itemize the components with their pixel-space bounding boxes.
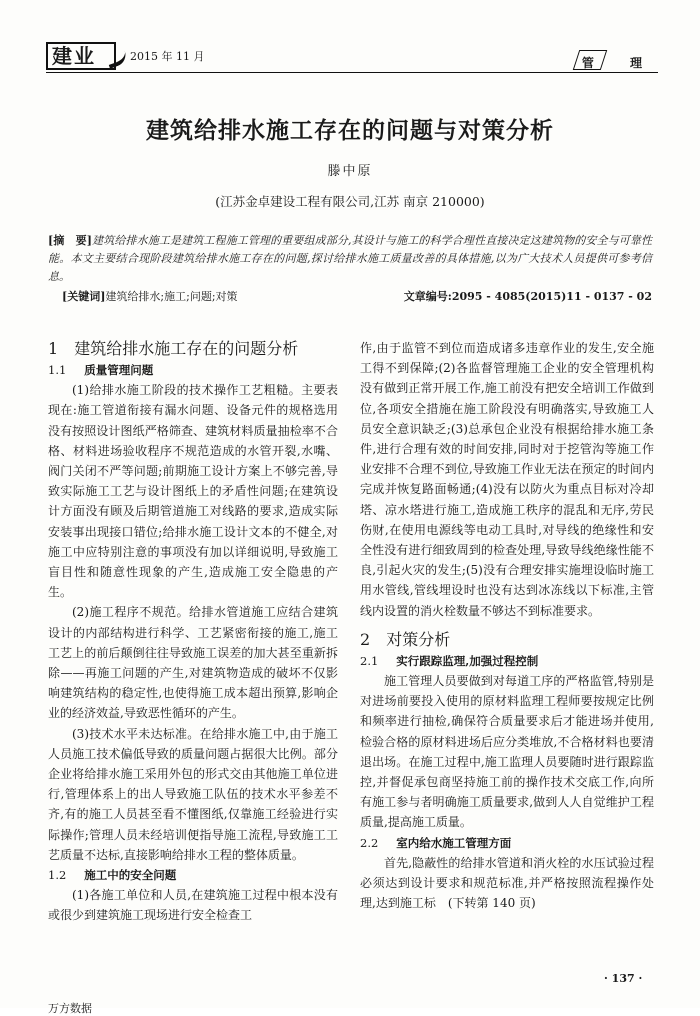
paragraph: 施工管理人员要做到对每道工序的严格监管,特别是对进场前要投入使用的原材料监理工程师要按规定比例和频率进行抽检,确保符合质量要求后才能进场并使用,检验合格的原材料进场后应分类堆放,不合格材料也要清退出场。在施工过程中,施工监理人员要随时进行跟踪监控,并督促承包商坚持施工前的操作技术交底工作,向所有施工参与者明确施工质量要求,做到人人自觉维护工程质量,提高施工质量。 [360, 674, 654, 830]
section-heading-2: 2 对策分析 [360, 629, 451, 649]
left-column [48, 338, 338, 926]
abstract [48, 232, 652, 286]
journal-logo: 建业 [46, 42, 116, 70]
paragraph: (3)技术水平未达标准。在给排水施工中,由于施工人员施工技术偏低导致的质量问题占据很大比例。部分企业将给排水施工采用外包的形式交由其他施工单位进行,管理体系上的出人导致施工队伍的技术水平参差不齐,有的施工人员甚至看不懂图纸,仅靠施工经验进行实际操作;管理人员未经培训便指导施工流程,导致施工工艺质量不达标,直接影响给排水工程的整体质量。 [48, 726, 338, 862]
subsection-heading-2-1: 2.1 实行跟踪监理,加强过程控制 [360, 653, 539, 668]
subsection-heading-1-2: 1.2 施工中的安全问题 [48, 868, 177, 883]
footer-source: 万方数据 [48, 1002, 92, 1015]
keywords-label: [关键词] [62, 290, 106, 303]
author: 滕中原 [327, 164, 373, 179]
abstract-text: 建筑给排水施工是建筑工程施工管理的重要组成部分,其设计与施工的科学合理性直接决定这建筑物的安全与可靠性能。本文主要结合现阶段建筑给排水施工存在的问题,探讨给排水施工质量改善的具体措施,以为广大技术人员提供可参考信息。 [48, 234, 652, 283]
subsection-heading-1-1: 1.1 质量管理问题 [48, 363, 154, 377]
paragraph: (1)各施工单位和人员,在建筑施工过程中根本没有或很少到建筑施工现场进行安全检查工 [48, 888, 338, 923]
article-number: 文章编号:2095 - 4085(2015)11 - 0137 - 02 [403, 290, 652, 303]
header-rule [46, 72, 658, 73]
section-label: 管 理 [581, 56, 658, 70]
running-header [46, 40, 658, 76]
issue-date: 2015 年 11 月 [130, 50, 205, 63]
paragraph: 首先,隐蔽性的给排水管道和消火栓的水压试验过程必须达到设计要求和规范标准,并严格按照流程操作处理,达到施工标 (下转第 140 页) [360, 855, 654, 911]
section-heading-1: 1 建筑给排水施工存在的问题分析 [48, 339, 299, 358]
paragraph: 作,由于监管不到位而造成诸多违章作业的发生,安全施工得不到保障;(2)各监督管理施工企业的安全管理机构没有做到正常开展工作,施工前没有把安全培训工作做到位,各项安全措施在施工阶段没有明确落实,导致施工人员安全意识缺乏;(3)总承包企业没有根据给排水施工条件,进行合理有效的时间安排,同时对于挖管沟等施工作业安排不合理不到位,导致施工作业无法在预定的时间内完成并恢复路面畅通;(4)没有以防火为重点目标对冷却塔、凉水塔进行施工,造成施工秩序的混乱和无序,劳民伤财,在使用电源线等电动工具时,对导线的绝缘性和安全性没有进行细致周到的检查处理,导致导线绝缘性能不良,引起火灾的发生;(5)没有合理安排实施埋设临时施工用水管线,管线埋设时也没有达到冰冻线以下标准,主管线内设置的消火栓数量不够达不到标准要求。 [360, 341, 654, 618]
page-number: · 137 · [604, 972, 643, 985]
paragraph: (2)施工程序不规范。给排水管道施工应结合建筑设计的内部结构进行科学、工艺紧密衔接的施工,施工工艺上的前后颠倒往往导致施工误差的加大甚至重新拆除——再施工问题的产生,对建筑物造成的破坏不仅影响建筑结构的稳定性,也使得施工成本超出预算,影响企业的经济效益,导致恶性循环的产生。 [48, 605, 338, 721]
abstract-label: [摘 要] [48, 234, 92, 247]
paragraph: (1)给排水施工阶段的技术操作工艺粗糙。主要表现在:施工管道衔接有漏水问题、设备元件的规格选用没有按照设计图纸严格筛查、建筑材料质量抽检率不合格、材料进场验收程序不规范造成的水管开裂,水嘴、阀门关闭不严等问题;前期施工设计方案上不够完善,导致实际施工工艺与设计图纸上的矛盾性问题;在建筑设计方面没有顾及后期管道施工对线路的要求,造成实际安装事出现接口错位;给排水施工设计文本的不健全,对施工中应特别注意的事项没有加以详细说明,导致施工盲目性和随意性现象的产生,造成施工安全隐患的产生。 [48, 383, 338, 600]
right-column [360, 338, 654, 913]
keywords-text: 建筑给排水;施工;问题;对策 [105, 290, 238, 303]
keywords-line [62, 288, 652, 306]
article-title: 建筑给排水施工存在的问题与对策分析 [146, 117, 554, 144]
subsection-heading-2-2: 2.2 室内给水施工管理方面 [360, 835, 512, 850]
affiliation: (江苏金卓建设工程有限公司,江苏 南京 210000) [215, 194, 485, 209]
